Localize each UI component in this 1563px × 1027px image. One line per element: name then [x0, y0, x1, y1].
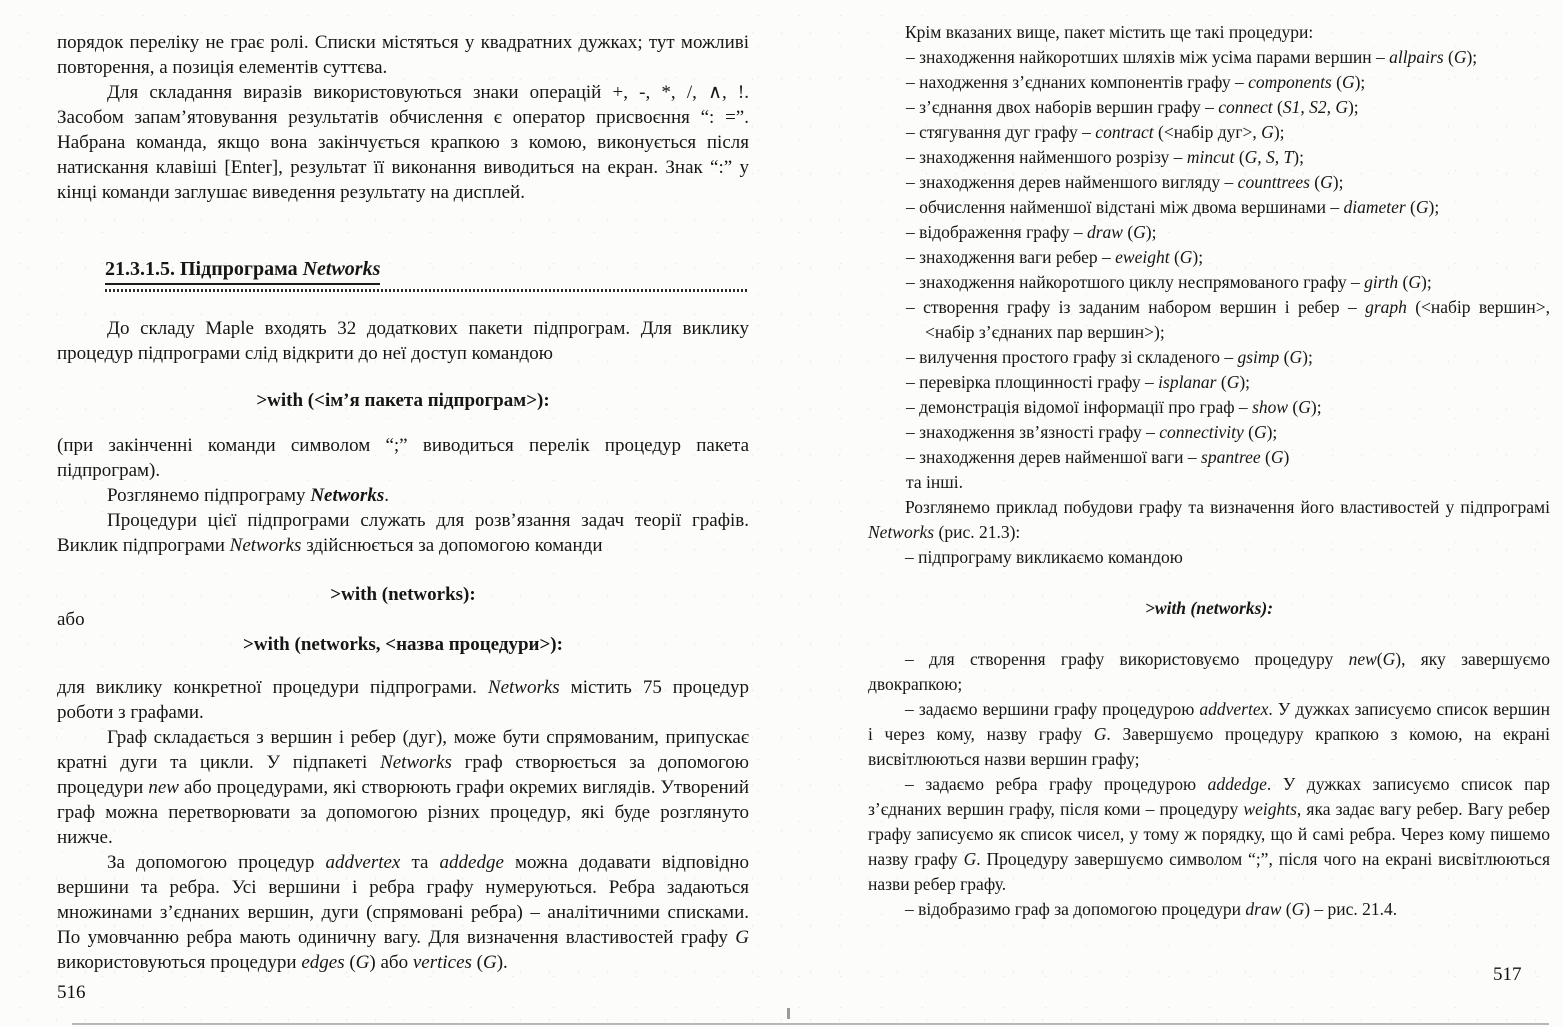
text-run: addedge — [439, 852, 504, 873]
text-run: ( — [1243, 422, 1254, 442]
text-run: – демонстрація відомої інформації про граф – — [906, 397, 1253, 417]
text-run: До складу Maple входять 32 додаткових пакети підпрограм. Для виклику процедур підпрограми слід відкрити до неї доступ командою — [57, 318, 749, 364]
text-run: allpairs — [1389, 47, 1444, 67]
text-run: G — [1453, 47, 1467, 67]
text-run: ); — [1347, 97, 1359, 117]
text-run: – вилучення простого графу зі складеного – — [906, 347, 1238, 367]
text-run: можна додавати відповідно вершини та ребра. Усі вершини і ребра графу нумеруються. Ребра задаються множинами з’єднаних вершин, дуги (спрямовані ребра) – аналітичними списками. По умовчанню ребра мають одиничну вагу. Для визначення властивостей графу — [57, 852, 750, 948]
text-run: Процедури цієї підпрограми служать для розв’язання задач теорії графів. Виклик підпрограми — [57, 510, 749, 556]
text-run: (рис. 21.3): — [934, 522, 1021, 542]
text-run: – обчислення найменшої відстані між двома вершинами – — [906, 197, 1344, 217]
text-run: connectivity — [1159, 422, 1244, 442]
text-run: G — [1382, 649, 1396, 669]
text-run: G, S, T — [1244, 147, 1294, 167]
text-run: girth — [1364, 272, 1399, 292]
text-run: 21.3.1.5. Підпрограма — [105, 258, 303, 280]
paragraph-draw-procedure — [868, 897, 1550, 922]
text-run: . У дужках записуємо список вершин і через кому, назву графу — [868, 699, 1550, 744]
text-run: ), яку завершуємо двокрапкою; — [868, 649, 1550, 694]
text-run: ) – рис. 21.4. — [1304, 899, 1398, 919]
text-run: ); — [1310, 397, 1322, 417]
command-with-networks-example: >with (networks): — [1144, 598, 1274, 618]
text-run: граф створюється за допомогою процедури — [57, 752, 749, 798]
text-run: draw — [1245, 899, 1282, 919]
procedure-list-item — [868, 70, 1550, 95]
text-run: G — [1415, 197, 1429, 217]
text-run: G — [1320, 172, 1333, 192]
procedure-list-item — [868, 345, 1550, 370]
text-run: (<набір дуг>, — [1153, 122, 1262, 142]
page-number-right: 517 — [1493, 964, 1522, 985]
text-run: weights — [1243, 799, 1297, 819]
text-run: ); — [1466, 47, 1478, 67]
procedure-list-item — [868, 195, 1550, 220]
text-run: – з’єднання двох наборів вершин графу – — [906, 97, 1219, 117]
text-run: isplanar — [1158, 372, 1217, 392]
text-run: ) — [1283, 447, 1290, 467]
procedure-list-item — [868, 445, 1550, 470]
text-run: ( — [1169, 247, 1180, 267]
text-run: G — [1408, 272, 1421, 292]
paragraph-call-subprogram — [868, 545, 1550, 570]
paragraph-75-procedures — [57, 675, 749, 725]
text-run: new — [1348, 649, 1377, 669]
procedure-list-item — [868, 120, 1550, 145]
text-run: ( — [1281, 899, 1292, 919]
scan-artifact-tick — [787, 1008, 790, 1019]
text-run: ( — [1398, 272, 1409, 292]
text-run: – находження з’єднаних компонентів графу – — [906, 72, 1249, 92]
paragraph-operations — [57, 80, 749, 205]
text-run: – задаємо вершини графу процедурою — [905, 699, 1200, 719]
command-with-package-name: >with (<ім’я пакета підпрограм>): — [256, 390, 550, 411]
paragraph-semicolon-note — [57, 433, 749, 483]
text-run: – знаходження найкоротшого циклу неспрямованого графу – — [906, 272, 1365, 292]
paragraph-rozhlianemo — [57, 483, 749, 508]
procedure-list-item — [868, 370, 1550, 395]
procedure-list-item — [868, 170, 1550, 195]
text-run: . Завершуємо процедуру крапкою з комою, на екрані висвітлюються назви вершин графу; — [868, 724, 1550, 769]
text-run: ); — [1239, 372, 1251, 392]
procedure-list-item — [868, 95, 1550, 120]
text-run: За допомогою процедур — [107, 852, 326, 873]
text-run: – підпрограму викликаємо командою — [905, 547, 1183, 567]
procedure-list-item — [868, 420, 1550, 445]
paragraph-krim — [868, 20, 1550, 45]
text-run: components — [1248, 72, 1332, 92]
paragraph-new-procedure — [868, 647, 1550, 697]
text-run: connect — [1218, 97, 1273, 117]
text-run: G — [355, 952, 370, 973]
text-run: G — [1270, 447, 1284, 467]
text-run: ( — [1443, 47, 1454, 67]
text-run: ); — [1354, 72, 1366, 92]
heading-dotted-rule — [105, 289, 749, 292]
command-with-networks: >with (networks): — [330, 584, 476, 605]
text-run: ( — [1376, 649, 1383, 669]
text-run: ); — [1192, 247, 1204, 267]
paragraph-procedures-purpose — [57, 508, 749, 558]
procedure-list-item — [868, 295, 1550, 345]
text-run: contract — [1095, 122, 1154, 142]
procedure-list-item — [868, 470, 1550, 495]
text-run: ( — [1216, 372, 1227, 392]
text-run: G — [1341, 72, 1355, 92]
text-run: mincut — [1186, 147, 1235, 167]
text-run: Граф складається з вершин і ребер (дуг), може бути спрямованим, припускає кратні дуги та цикли. У підпакеті — [57, 727, 749, 773]
procedure-list-item — [868, 395, 1550, 420]
text-run: – задаємо ребра графу процедурою — [905, 774, 1208, 794]
paragraph-maple-packages — [57, 316, 749, 366]
text-run: eweight — [1115, 247, 1170, 267]
text-run: G — [1179, 247, 1193, 267]
text-run: – знаходження зв’язності графу – — [906, 422, 1160, 442]
text-run: Networks — [380, 752, 452, 773]
text-run: ( — [471, 952, 483, 973]
text-run: G — [1226, 372, 1240, 392]
procedure-list-item — [868, 270, 1550, 295]
text-run: G — [1289, 347, 1303, 367]
text-run: edges — [301, 952, 345, 973]
text-run: addedge — [1207, 774, 1267, 794]
text-run: Для складання виразів використовуються знаки операцій +, -, *, /, ∧, !. Засобом запам’ятовування результатів обчислення є оператор присвоєння “: =”. Набрана команда, якщо вона закінчується крапкою з комою, виконується після натискання клавіші [Enter], результат її виконання виводиться на екран. Знак “:” у кінці команди заглушає виведення результату на дисплей. — [57, 82, 749, 203]
text-run: G — [1298, 397, 1311, 417]
text-run: G — [483, 952, 497, 973]
command-with-networks-procedure: >with (networks, <назва процедури>): — [243, 634, 563, 655]
text-run: та — [400, 852, 440, 873]
text-run: ( — [344, 952, 356, 973]
text-run: містить 75 процедур роботи з графами. — [57, 677, 749, 723]
text-run: . Процедуру завершуємо символом “;”, після чого на екрані висвітлюються назви ребер графу. — [868, 849, 1550, 894]
text-run: G — [1261, 122, 1274, 142]
paragraph-addvertex-addedge — [57, 850, 749, 975]
text-run: ( — [1331, 72, 1342, 92]
page-right — [868, 20, 1550, 922]
text-run: (<набір вершин>,<набір з’єднаних пар вершин>); — [925, 297, 1550, 342]
text-run: ( — [1234, 147, 1245, 167]
section-heading — [105, 257, 380, 285]
text-run: vertices — [412, 952, 472, 973]
text-run: (при закінченні команди символом “;” виводиться перелік процедур пакета підпрограм). — [57, 435, 749, 481]
text-run: Крім вказаних вище, пакет містить ще такі процедури: — [905, 22, 1314, 42]
text-run: ( — [1309, 172, 1321, 192]
text-run: draw — [1086, 222, 1123, 242]
text-run: ) або — [369, 952, 413, 973]
text-run: – перевірка площинності графу – — [906, 372, 1159, 392]
procedure-list-item — [868, 245, 1550, 270]
text-run: ); — [1332, 172, 1344, 192]
text-run: – знаходження ваги ребер – — [906, 247, 1116, 267]
text-run: G — [1093, 724, 1107, 744]
text-run: – знаходження найменшого розрізу – — [906, 147, 1187, 167]
page-number-left: 516 — [57, 982, 86, 1003]
text-run: Networks — [302, 258, 381, 280]
text-run: G — [1253, 422, 1267, 442]
text-run: ( — [1279, 347, 1290, 367]
text-run: show — [1252, 397, 1289, 417]
text-run: ); — [1145, 222, 1157, 242]
procedure-list-item — [868, 145, 1550, 170]
paragraph-addedge-procedure — [868, 772, 1550, 897]
text-run: – знаходження дерев найменшої ваги – — [906, 447, 1202, 467]
text-run: здійснюється за допомогою команди — [301, 535, 603, 556]
text-run: , яка задає вагу ребер. Вагу ребер графу записуємо як список чисел, у тому ж порядку, що й самі ребра. Через кому пишемо назву графу — [868, 799, 1550, 869]
text-run: ( — [1260, 447, 1271, 467]
text-run: gsimp — [1237, 347, 1280, 367]
text-run: Розглянемо приклад побудови графу та визначення його властивостей у підпрограмі — [905, 497, 1550, 517]
page-left — [57, 30, 749, 975]
text-run: – знаходження дерев найменшого вигляду – — [906, 172, 1238, 192]
text-run: S1, S2, G — [1282, 97, 1348, 117]
page-bottom-edge — [72, 1023, 1549, 1025]
paragraph-graph-structure — [57, 725, 749, 850]
text-run: ); — [1421, 272, 1432, 292]
text-run: ). — [496, 952, 508, 973]
text-run: addvertex — [1199, 699, 1269, 719]
text-run: Networks — [229, 535, 302, 556]
or-label: або — [57, 609, 85, 630]
paragraph-list-order — [57, 30, 749, 80]
procedure-list-item — [868, 45, 1550, 70]
section-heading-block — [105, 257, 749, 292]
text-run: G — [735, 927, 749, 948]
text-run: – відображення графу – — [906, 222, 1087, 242]
text-run: addvertex — [325, 852, 401, 873]
text-run: G — [1133, 222, 1146, 242]
text-run: ( — [1405, 197, 1416, 217]
text-run: G — [1291, 899, 1305, 919]
text-run: Networks — [487, 677, 560, 698]
text-run: Networks — [868, 522, 935, 542]
text-run: . — [384, 485, 389, 506]
procedure-list-item — [868, 220, 1550, 245]
text-run: Networks — [310, 485, 385, 506]
text-run: new — [148, 777, 179, 798]
text-run: або процедурами, які створюють графи окремих виглядів. Утворений граф можна перетворювати за допомогою різних процедур, які буде розглянуто нижче. — [57, 777, 749, 848]
text-run: ); — [1428, 197, 1440, 217]
text-run: порядок переліку не грає ролі. Списки містяться у квадратних дужках; тут можливі повторення, а позиція елементів суттєва. — [57, 32, 749, 78]
text-run: для виклику конкретної процедури підпрограми. — [57, 677, 488, 698]
text-run: – створення графу із заданим набором вершин і ребер – — [906, 297, 1366, 317]
text-run: ); — [1302, 347, 1313, 367]
paragraph-addvertex-procedure — [868, 697, 1550, 772]
paragraph-example-intro — [868, 495, 1550, 545]
text-run: – відобразимо граф за допомогою процедури — [905, 899, 1246, 919]
text-run: counttrees — [1237, 172, 1310, 192]
text-run: ( — [1122, 222, 1134, 242]
text-run: та інші. — [906, 472, 963, 492]
text-run: – стягування дуг графу – — [906, 122, 1096, 142]
text-run: ( — [1272, 97, 1283, 117]
text-run: ); — [1273, 122, 1285, 142]
text-run: G — [963, 849, 977, 869]
text-run: ( — [1288, 397, 1299, 417]
text-run: ); — [1266, 422, 1278, 442]
text-run: – для створення графу використовуємо процедуру — [905, 649, 1349, 669]
text-run: ); — [1293, 147, 1304, 167]
text-run: – знаходження найкоротших шляхів між усіма парами вершин – — [906, 47, 1390, 67]
text-run: Розглянемо підпрограму — [107, 485, 311, 506]
procedures-list — [868, 45, 1550, 495]
text-run: diameter — [1343, 197, 1406, 217]
text-run: . У дужках записуємо список пар з’єднаних вершин графу, після коми – процедуру — [868, 774, 1550, 819]
text-run: spantree — [1201, 447, 1261, 467]
text-run: graph — [1365, 297, 1407, 317]
text-run: використовуються процедури — [57, 952, 302, 973]
